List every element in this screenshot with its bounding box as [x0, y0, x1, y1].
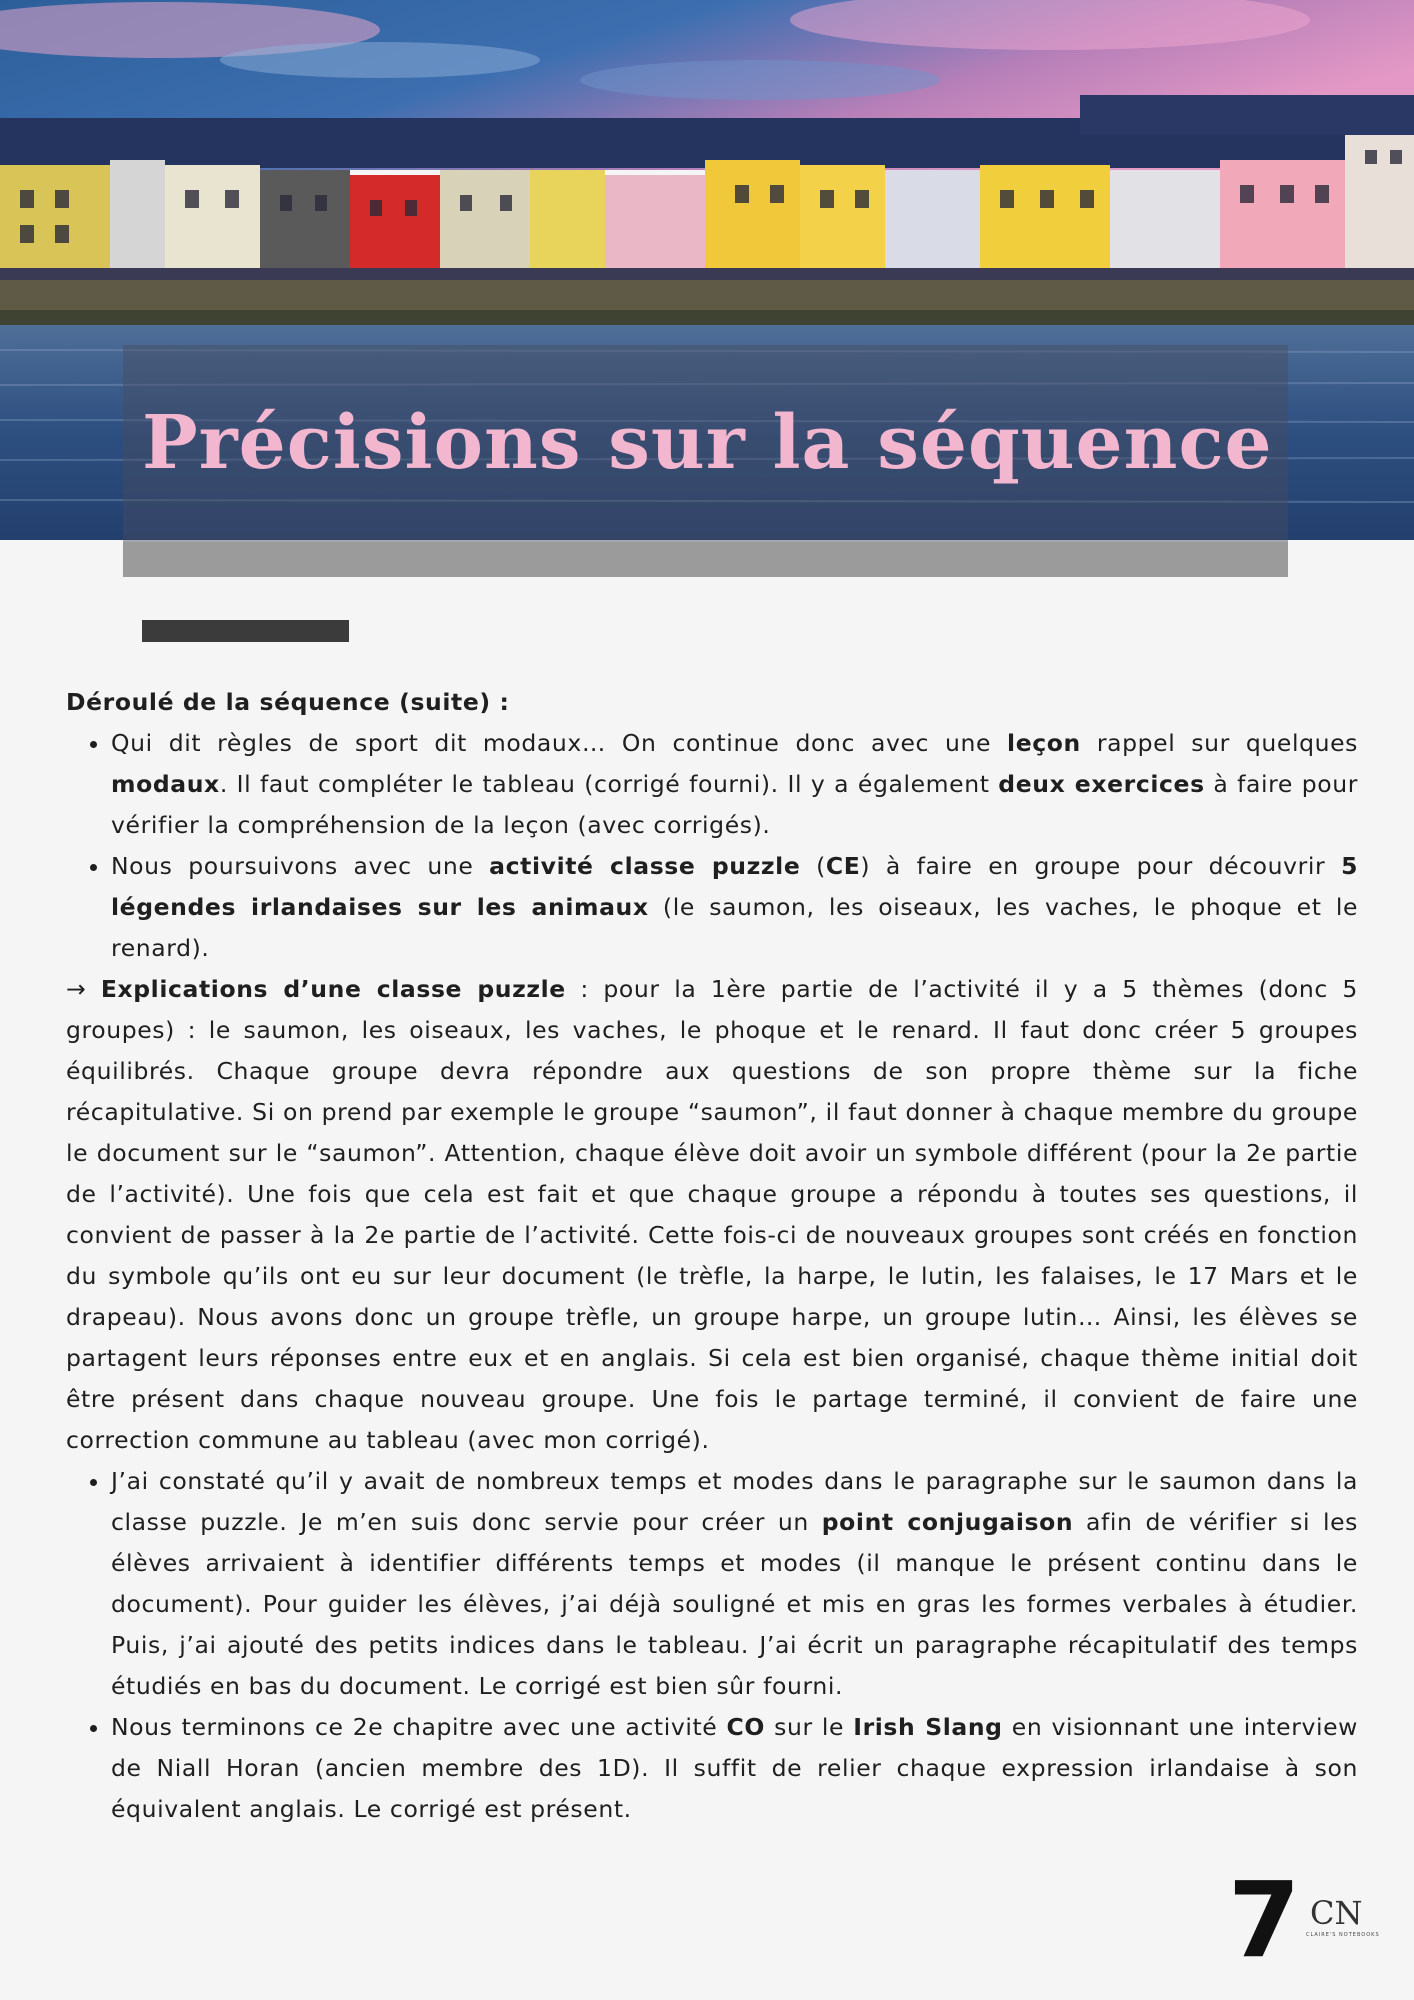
text: afin de vérifier si les élèves arrivaient à identifier différents temps et modes (il manque le présent continu dans le document). Pour guider les élèves, j’ai déjà souligné et mis en gras les formes verbales à étudier. Puis, j’ai ajouté des petits indices dans le tableau. J’ai écrit un paragraphe récapitulatif des temps étudiés en bas du document. Le corrigé est bien sûr fourni.: [111, 1508, 1358, 1700]
accent-bar: [142, 620, 349, 642]
text: sur le: [764, 1713, 854, 1741]
bold-text: point conjugaison: [821, 1508, 1074, 1536]
explanation-paragraph: [66, 969, 1358, 1461]
footer-brand: [1228, 1859, 1398, 1981]
main-content: [66, 682, 1358, 1830]
text: Nous terminons ce 2e chapitre avec une activité: [111, 1713, 727, 1741]
page-title: Précisions sur la séquence: [142, 400, 1273, 486]
title-band-shadow: [123, 542, 1288, 577]
bold-text: modaux: [111, 770, 220, 798]
bullet-list-2: [66, 1461, 1358, 1830]
text: Nous poursuivons avec une: [111, 852, 490, 880]
bold-text: 5 légendes irlandaises sur les animaux: [111, 852, 1359, 921]
section-heading: Déroulé de la séquence (suite) :: [66, 688, 510, 716]
list-item: [111, 1461, 1358, 1707]
text: ) à faire en groupe pour découvrir: [860, 852, 1342, 880]
brand-name: CLAIRE'S NOTEBOOKS: [1306, 1932, 1380, 1938]
list-item: [111, 1707, 1358, 1830]
bullet-list-1: [66, 723, 1358, 969]
page-number: 7: [1228, 1859, 1301, 1981]
bold-text: leçon: [1007, 729, 1081, 757]
bold-text: deux exercices: [998, 770, 1205, 798]
arrow-icon: →: [66, 975, 101, 1003]
text: en visionnant une interview de Niall Horan (ancien membre des 1D). Il suffit de relier chaque expression irlandaise à son équivalent anglais. Le corrigé est présent.: [111, 1713, 1359, 1823]
text: (le saumon, les oiseaux, les vaches, le phoque et le renard).: [111, 893, 1359, 962]
text: . Il faut compléter le tableau (corrigé fourni). Il y a également: [219, 770, 999, 798]
text: à faire pour vérifier la compréhension de la leçon (avec corrigés).: [111, 770, 1358, 839]
text: (: [800, 852, 826, 880]
list-item: [111, 723, 1358, 846]
brand-monogram: CN: [1310, 1894, 1363, 1932]
text: J’ai constaté qu’il y avait de nombreux temps et modes dans le paragraphe sur le saumon dans la classe puzzle. Je m’en suis donc servie pour créer un: [111, 1467, 1358, 1536]
bold-text: Irish Slang: [853, 1713, 1003, 1741]
bold-text: CE: [825, 852, 861, 880]
bold-text: Explications d’une classe puzzle: [100, 975, 566, 1003]
text: : pour la 1ère partie de l’activité il y a 5 thèmes (donc 5 groupes) : le saumon, les oiseaux, les vaches, le phoque et le renard. Il faut donc créer 5 groupes équilibrés. Chaque groupe devra répondre aux questions de son propre thème sur la fiche récapitulative. Si on prend par exemple le groupe “saumon”, il faut donner à chaque membre du groupe le document sur le “saumon”. Attention, chaque élève doit avoir un symbole différent (pour la 2e partie de l’activité). Une fois que cela est fait et que chaque groupe a répondu à toutes ses questions, il convient de passer à la 2e partie de l’activité. Cette fois-ci de nouveaux groupes sont créés en fonction du symbole qu’ils ont eu sur leur document (le trèfle, la harpe, le lutin, les falaises, le 17 Mars et le drapeau). Nous avons donc un groupe trèfle, un groupe harpe, un groupe lutin… Ainsi, les élèves se partagent leurs réponses entre eux et en anglais. Si cela est bien organisé, chaque thème initial doit être présent dans chaque nouveau groupe. Une fois le partage terminé, il convient de faire une correction commune au tableau (avec mon corrigé).: [66, 975, 1358, 1454]
text: rappel sur quelques: [1080, 729, 1358, 757]
list-item: [111, 846, 1358, 969]
text: Qui dit règles de sport dit modaux… On continue donc avec une: [111, 729, 1008, 757]
bold-text: activité classe puzzle: [489, 852, 801, 880]
bold-text: CO: [726, 1713, 765, 1741]
